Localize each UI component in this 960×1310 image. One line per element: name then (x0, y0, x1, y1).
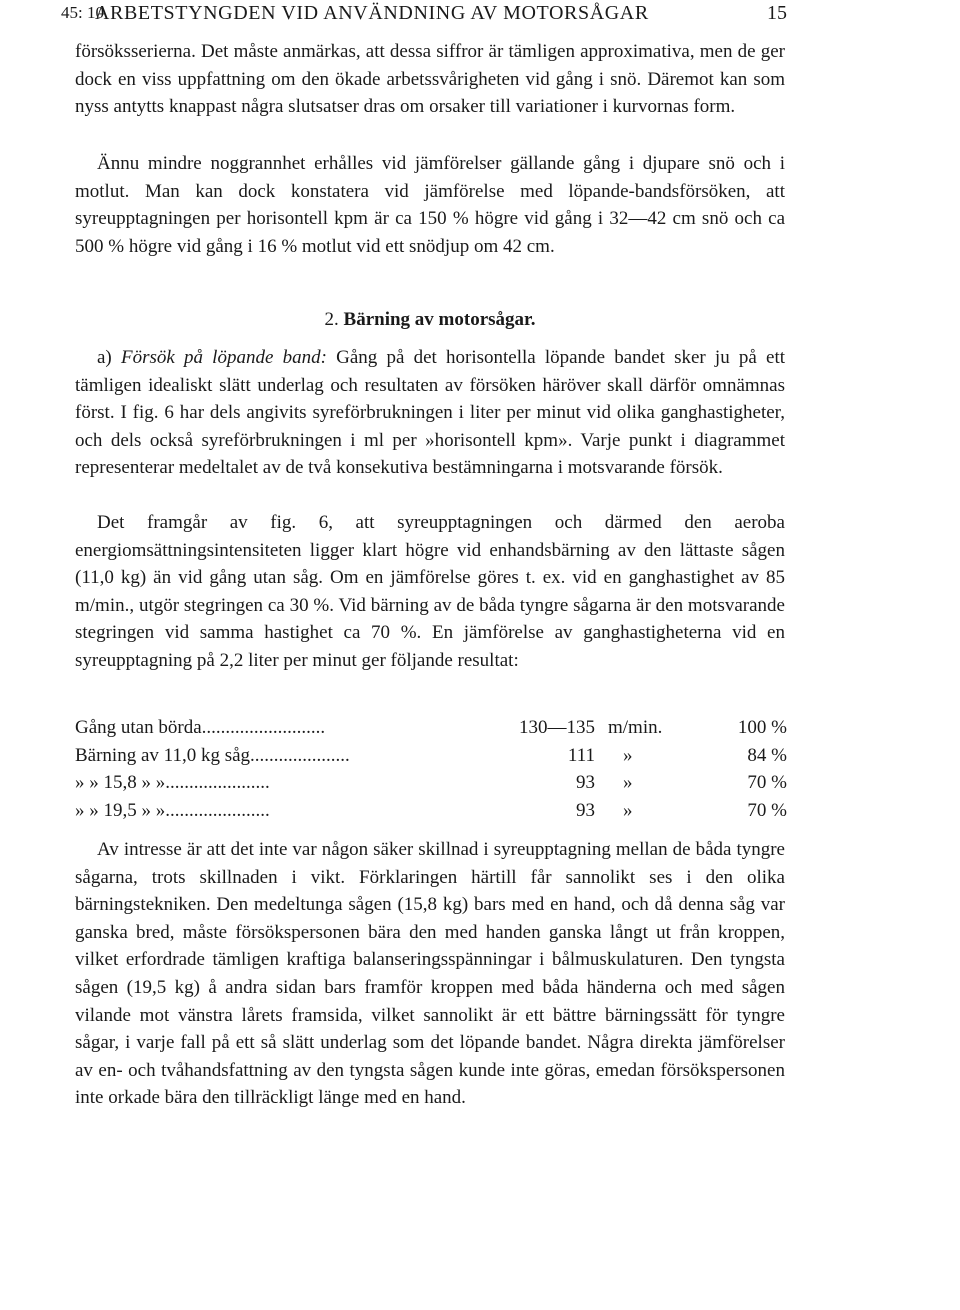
row-value: 130—135 (519, 717, 595, 738)
row-label: Gång utan börda.......................... (75, 717, 326, 738)
row-unit: » (623, 772, 633, 794)
paragraph-4-text: Det framgår av fig. 6, att syreupptagningen och därmed den aeroba energiomsättningsintensiteten ligger klart högre vid enhandsbärning av den lättaste sågen (11,0 kg) än vid gång utan såg. Om en jämförelse göres t. ex. vid en ganghastighet av 85 m/min., utgör stegringen ca 30 %. Vid bärning av de båda tyngre sågarna är den motsvarande stegringen vid samma hastighet ca 70 %. En jämförelse av ganghastigheterna vid en syreupptagning på 2,2 liter per minut ger följande resultat: (75, 512, 785, 671)
table-row (75, 714, 787, 742)
paragraph-2 (75, 150, 785, 260)
table-row (75, 742, 787, 770)
paragraph-3-text: Gång på det horisontella löpande bandet sker ju på ett tämligen idealiskt slätt underlag och resultaten av försöken häröver skall därför omnämnas först. I fig. 6 har dels angivits syreförbrukningen i liter per minut vid olika ganghastigheter, och dels också syreförbrukningen i ml per »horisontell kpm». Varje punkt i diagrammet representerar medeltalet av de två konsekutiva bestämningarna i motsvarande försök. (75, 347, 786, 479)
row-unit: m/min. (608, 717, 663, 738)
row-value: 111 (567, 744, 595, 766)
row-value: 93 (576, 772, 595, 794)
results-table (75, 714, 787, 824)
paragraph-2-text: Ännu mindre noggrannhet erhålles vid jämförelser gällande gång i djupare snö och i motlut. Man kan dock konstatera vid jämförelse med löpande-bandsförsöken, att syreupptagningen per horisontell kpm är ca 150 % högre vid gång i 32—42 cm snö och ca 500 % högre vid gång i 16 % motlut vid ett snödjup om 42 cm. (75, 153, 785, 257)
row-value: 93 (576, 799, 595, 821)
section-number: 2. (324, 309, 339, 330)
paragraph-1 (75, 38, 785, 121)
table-row (75, 769, 787, 797)
table-row (75, 797, 787, 825)
section-title: Bärning av motorsågar. (343, 309, 536, 330)
row-unit: » (623, 744, 633, 766)
paragraph-3-label: a) (97, 347, 112, 368)
page-number: 15 (767, 2, 787, 24)
row-label: » » 15,8 » »...................... (75, 772, 270, 794)
row-percent: 70 % (747, 799, 787, 821)
row-unit: » (623, 799, 633, 821)
paragraph-3 (75, 344, 785, 482)
paragraph-5-text: Av intresse är att det inte var någon säker skillnad i syreupptagning mellan de båda tyngre sågarna, trots skillnaden i vikt. Förklaringen härtill får sannolikt ses i den olika bärningstekniken. Den medeltunga sågen (15,8 kg) bars med en hand, och då denna såg var ganska bred, måste försökspersonen bära den med handen ganska långt ut från kroppen, vilket erfordrade tämligen kraftiga balanseringsspänningar i bålmuskulaturen. Den tyngsta sågen (19,5 kg) å andra sidan bars framför kroppen med båda händerna och med sågen vilande mot vänstra lårets framsida, vilket sannolikt är ett bättre bärningssätt för tyngre sågar, i varje fall på ett så slätt underlag som det löpande bandet. Några direkta jämförelser av en- och tvåhandsfattning av den tyngsta sågen kunde inte göras, emedan försökspersonen inte orkade bära den tillräckligt länge med en hand. (75, 839, 785, 1109)
series-number: 45: 10 (61, 3, 104, 22)
row-label: Bärning av 11,0 kg såg..................... (75, 744, 350, 766)
row-percent: 100 % (737, 717, 787, 738)
row-percent: 84 % (747, 744, 787, 766)
running-header (61, 0, 787, 26)
paragraph-1-text: försöksserierna. Det måste anmärkas, att dessa siffror är tämligen approximativa, men de ger dock en viss uppfattning om den ökade arbetssvårigheten vid gång i snö. Däremot kan som nyss antytts knappast några slutsatser dras om orsaker till variationer i kurvornas form. (75, 41, 785, 118)
running-title: ARBETSTYNGDEN VID ANVÄNDNING AV MOTORSÅGAR (95, 2, 649, 24)
row-label: » » 19,5 » »...................... (75, 799, 270, 821)
paragraph-4 (75, 509, 785, 675)
row-percent: 70 % (747, 772, 787, 794)
section-heading (75, 306, 785, 333)
paragraph-5 (75, 836, 785, 1112)
paragraph-3-italic-lead: Försök på löpande band: (120, 347, 327, 368)
